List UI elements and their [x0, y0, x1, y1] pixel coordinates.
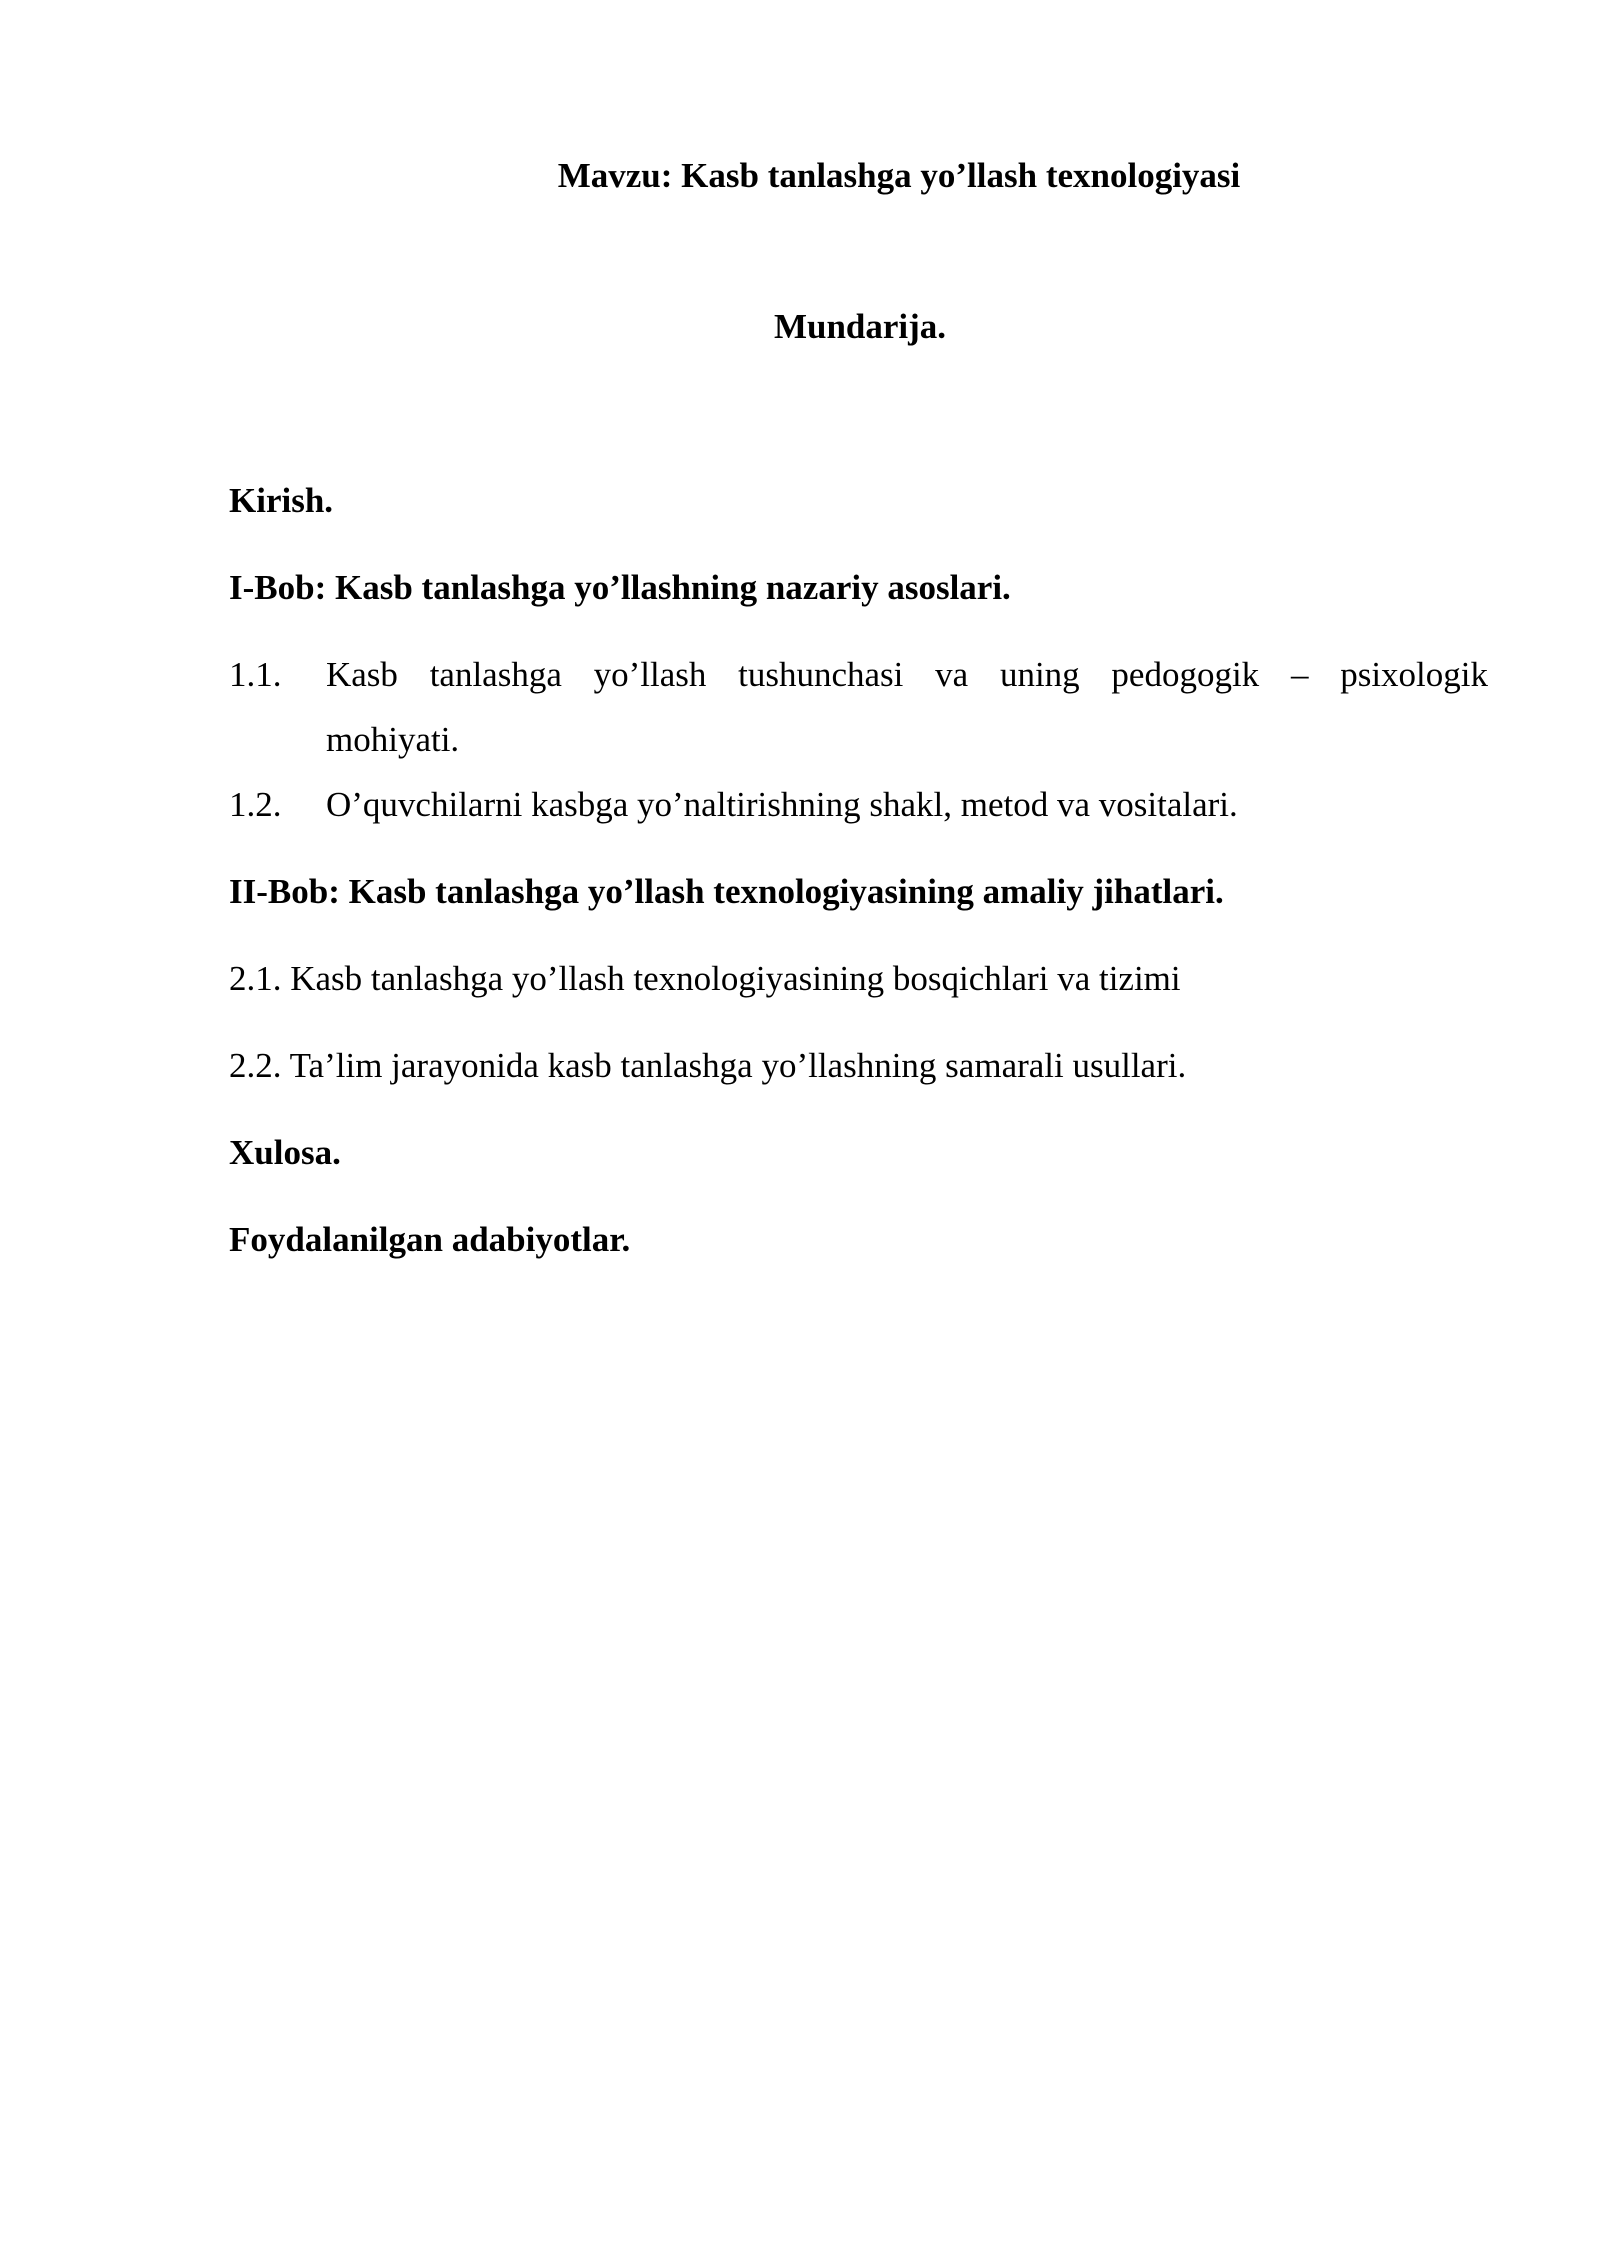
toc-chapter-2: II-Bob: Kasb tanlashga yo’llash texnologiyasining amaliy jihatlari.: [229, 872, 1224, 911]
toc-conclusion: Xulosa.: [229, 1133, 341, 1172]
toc-references: Foydalanilgan adabiyotlar.: [229, 1220, 631, 1259]
toc-item-1-2-text: O’quvchilarni kasbga yo’naltirishning shakl, metod va vositalari.: [326, 785, 1238, 824]
toc-item-1-1-line-2: mohiyati.: [326, 720, 460, 759]
toc-item-1-1-text: [326, 653, 1488, 697]
toc-chapter-1: I-Bob: Kasb tanlashga yo’llashning nazariy asoslari.: [229, 568, 1011, 607]
toc-item-2-2: 2.2. Ta’lim jarayonida kasb tanlashga yo’llashning samarali usullari.: [229, 1046, 1187, 1085]
toc-heading: Mundarija.: [773, 307, 947, 346]
toc-item-1-2-number: 1.2.: [229, 785, 282, 824]
toc-item-1-1-number: 1.1.: [229, 655, 282, 694]
toc-intro: Kirish.: [229, 481, 334, 520]
toc-item-1-1-line-1: Kasb tanlashga yo’llash tushunchasi va uning pedogogik – psixologik: [326, 655, 1488, 694]
document-topic: Mavzu: Kasb tanlashga yo’llash texnologiyasi: [557, 156, 1241, 195]
toc-item-2-1: 2.1. Kasb tanlashga yo’llash texnologiyasining bosqichlari va tizimi: [229, 959, 1181, 998]
